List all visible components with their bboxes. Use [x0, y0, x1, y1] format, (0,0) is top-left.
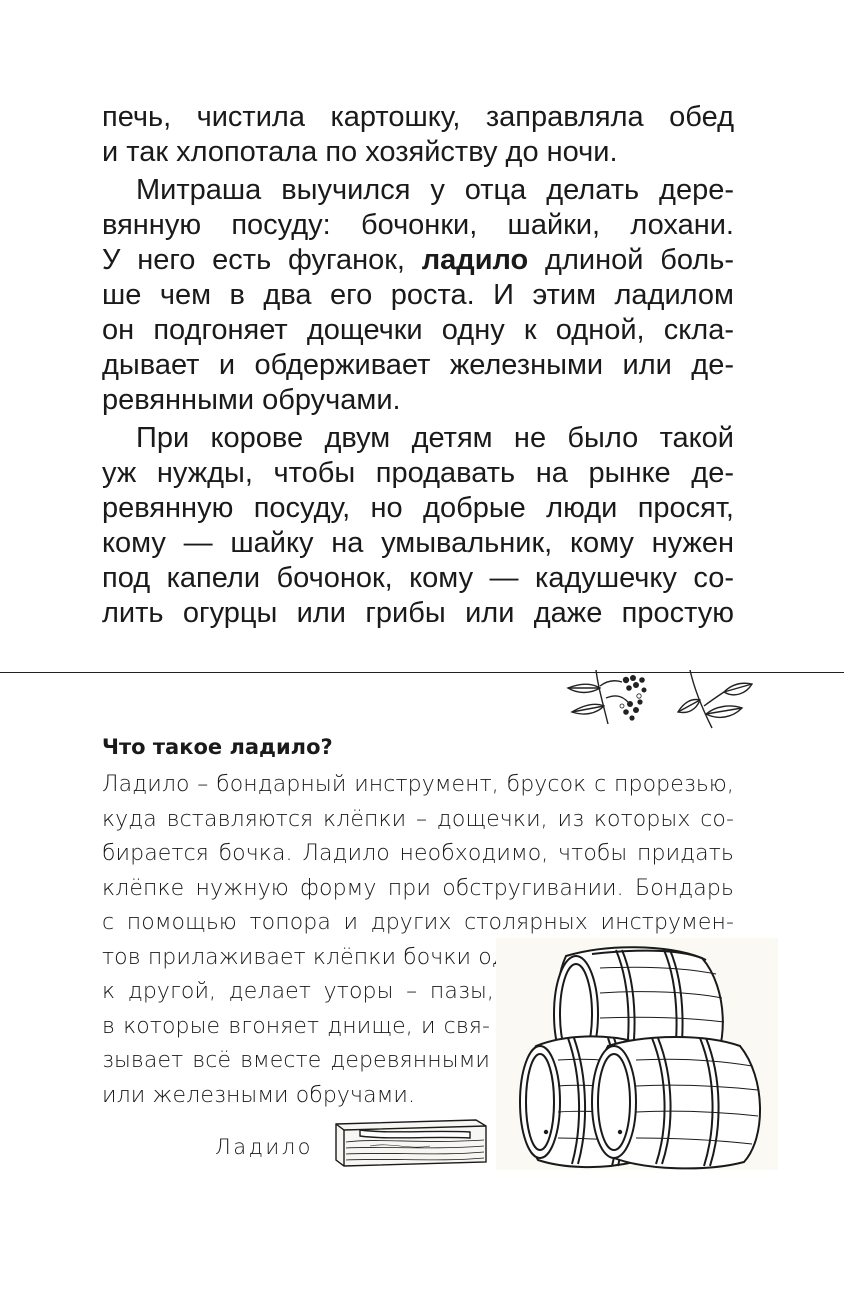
text-line: Митраша выучился у отца делать дере- — [136, 174, 734, 206]
sidebar-line: Ладило – бондарный инструмент, брусок с прорезью, — [102, 772, 734, 797]
sidebar-line: в которые вгоняет днище, и свя- — [102, 1013, 490, 1039]
sidebar-line: бирается бочка. Ладило необходимо, чтобы придать — [102, 841, 734, 866]
paragraph-2 — [102, 173, 734, 418]
text-line: ревянную посуду, но добрые люди просят, — [102, 492, 734, 524]
sidebar-line: зывает всё вместе деревянными — [102, 1048, 490, 1073]
text-line: ше чем в два его роста. И этим ладилом — [102, 279, 734, 311]
term-ladilo: ладило — [421, 244, 529, 276]
leaf-sprig-icon — [676, 668, 756, 730]
paragraph-1 — [102, 100, 734, 170]
sidebar-line: к другой, делает уторы – пазы, — [102, 979, 494, 1004]
text-line: и так хлопотала по хозяйству до ночи. — [102, 136, 618, 168]
sidebar-line: или железными обручами. — [102, 1082, 416, 1108]
text-line: он подгоняет дощечки одну к одной, скла- — [102, 314, 734, 346]
main-text — [102, 100, 734, 631]
text-line: дывает и обдерживает железными или де- — [102, 349, 734, 381]
text-line: ревянными обручами. — [102, 384, 401, 416]
paragraph-3 — [102, 421, 734, 631]
text-fragment: У него есть фуганок, — [102, 244, 422, 276]
text-line: вянную посуду: бочонки, шайки, лохани. — [102, 209, 734, 241]
sidebar-line: куда вставляются клёпки – дощечки, из которых со- — [102, 806, 734, 832]
text-line: кому — шайку на умывальник, кому нужен — [102, 527, 734, 559]
text-line: уж нужды, чтобы продавать на рынке де- — [102, 457, 734, 489]
ladilo-tool-illustration — [330, 1116, 490, 1170]
sidebar-line: клёпке нужную форму при обстругивании. Бондарь — [102, 875, 734, 901]
text-line: При корове двум детям не было такой — [136, 422, 734, 454]
ladilo-caption: Ладило — [215, 1135, 313, 1159]
sidebar-title: Что такое ладило? — [102, 735, 333, 759]
leaf-sprig-icon — [556, 668, 664, 728]
sidebar-line: тов прилаживает клёпки бочки одна — [102, 944, 535, 970]
text-line: лить огурцы или грибы или даже простую — [102, 597, 734, 629]
sidebar-line: с помощью топора и других столярных инструмен- — [102, 910, 734, 935]
text-fragment: длиной боль- — [528, 244, 734, 276]
text-line: печь, чистила картошку, заправляла обед — [102, 101, 734, 133]
text-line: под капели бочонок, кому — кадушечку со- — [102, 562, 734, 594]
text-line-with-term — [102, 243, 734, 278]
barrels-illustration — [496, 938, 778, 1170]
